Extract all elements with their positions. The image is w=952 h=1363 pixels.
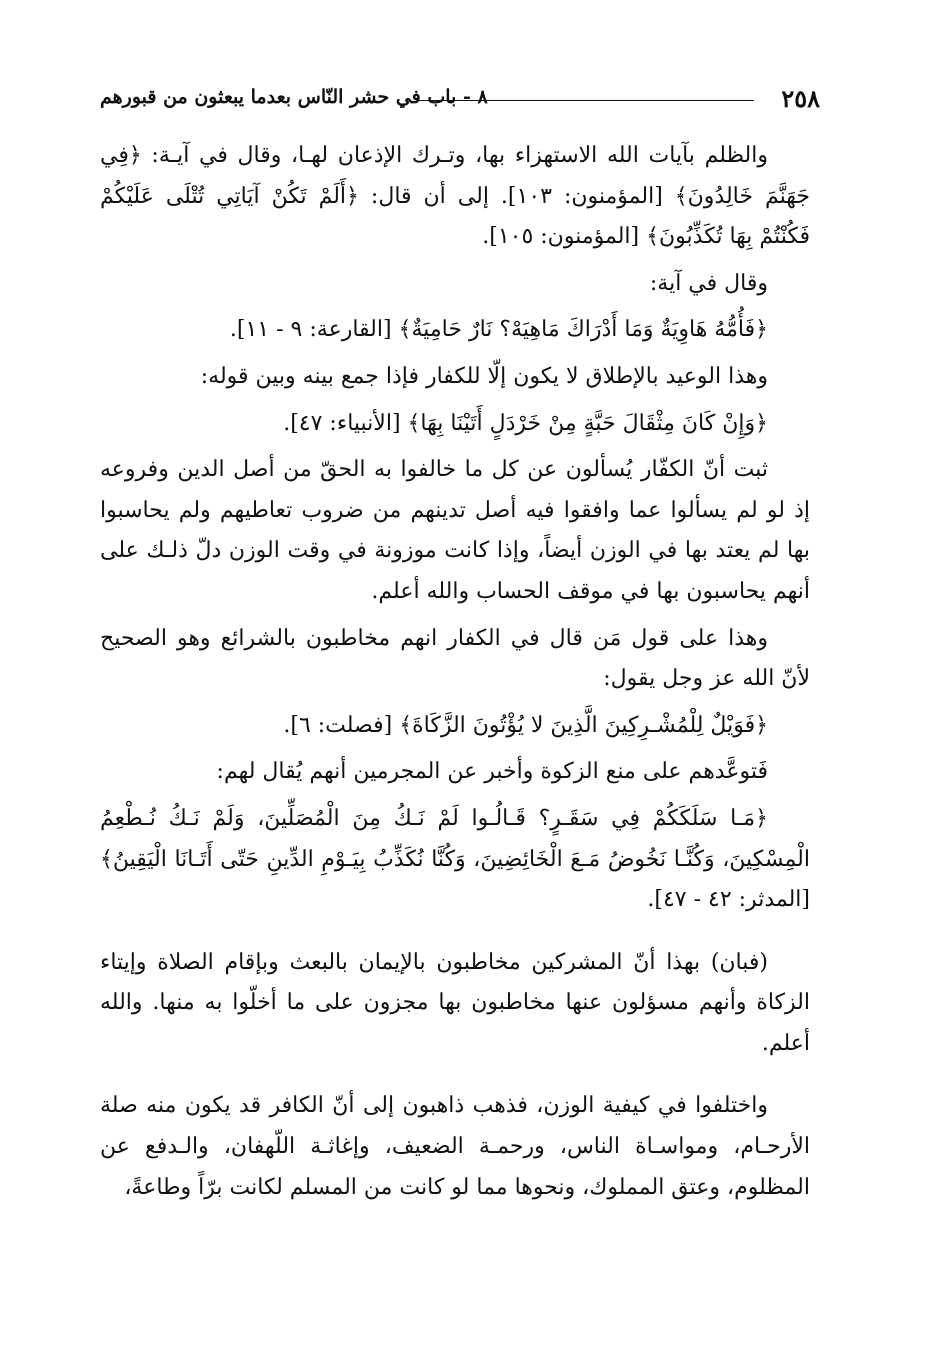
page-body xyxy=(100,136,810,1208)
paragraph: ثبت أنّ الكفّار يُسألون عن كل ما خالفوا به الحقّ من أصل الدين وفروعه إذ لو لم يسألوا عما وافقوا فيه أصل تدينهم من ضروب تعاطيهم ولم يحاسبوا بها لم يعتد بها في الوزن أيضاً، وإذا كانت موزونة في وقت الوزن دلّ ذلـك على أنهم يحاسبون بها في موقف الحساب والله أعلم. xyxy=(100,457,810,604)
paragraph: وهذا الوعيد بالإطلاق لا يكون إلّا للكفار فإذا جمع بينه وبين قوله: xyxy=(200,363,768,389)
quran-quote: ﴿فَوَيْلٌ لِلْمُشْـرِكِينَ الَّذِينَ لا يُؤْتُونَ الزَّكَاةَ﴾ [فصلت: ٦]. xyxy=(283,712,768,738)
quran-quote: ﴿مَـا سَلَكَكُمْ فِي سَقَـرٍ؟ قَـالُـوا لَمْ نَـكُ مِنَ الْمُصَلِّينَ، وَلَمْ نَـكُ نُـطْعِمُ الْمِسْكِينَ، وَكُنَّـا نَخُوضُ مَـعَ الْخَائِضِينَ، وَكُنَّا نُكَذِّبُ بِيَـوْمِ الدِّينِ حَتّى أَتَـانَا الْيَقِينُ﴾ [المدثر: ٤٢ - ٤٧]. xyxy=(100,805,810,913)
paragraph: (فبان) بهذا أنّ المشركين مخاطبون بالإيمان بالبعث وبإقام الصلاة وإيتاء الزكاة وأنهم مسؤلون عنها مخاطبون بها مجزون على ما أخلّوا به منها. والله أعلم. xyxy=(100,949,810,1056)
paragraph: والظلم بآيات الله الاستهزاء بها، وتـرك الإذعان لهـا، وقال في آيـة: ﴿فِي جَهَنَّمَ خَالِدُونَ﴾ [المؤمنون: ١٠٣]. إلى أن قال: ﴿أَلَمْ تَكُنْ آيَاتِي تُتْلَى عَلَيْكُمْ فَكُنْتُمْ بِهَا تُكَذِّبُونَ﴾ [المؤمنون: ١٠٥]. xyxy=(100,143,810,250)
paragraph: فَتوعَّدهم على منع الزكوة وأخبر عن المجرمين أنهم يُقال لهم: xyxy=(216,759,768,785)
page-header xyxy=(100,84,820,118)
paragraph: واختلفوا في كيفية الوزن، فذهب ذاهبون إلى أنّ الكافر قد يكون منه صلة الأرحـام، ومواسـاة الناس، ورحمـة الضعيف، وإغاثـة اللّهفان، والـدفع عن المظلوم، وعتق المملوك، ونحوها مما لو كانت من المسلم لكانت برّاً وطاعةً، xyxy=(100,1093,810,1200)
page-number: ٢٥٨ xyxy=(781,84,820,113)
paragraph: وقال في آية: xyxy=(649,270,768,296)
quran-quote: ﴿فَأُمُّهُ هَاوِيَةٌ وَمَا أَدْرَاكَ مَاهِيَهْ؟ نَارٌ حَامِيَةٌ﴾ [القارعة: ٩ - ١١]. xyxy=(229,317,768,343)
quran-quote: ﴿وَإِنْ كَانَ مِثْقَالَ حَبَّةٍ مِنْ خَرْدَلٍ أَتَيْنَا بِهَا﴾ [الأنبياء: ٤٧]. xyxy=(283,410,768,436)
paragraph: وهذا على قول مَن قال في الكفار انهم مخاطبون بالشرائع وهو الصحيح لأنّ الله عز وجل يقول: xyxy=(100,625,810,692)
running-title: ٨ - باب في حشر النّاس بعدما يبعثون من قبورهم xyxy=(100,86,488,108)
